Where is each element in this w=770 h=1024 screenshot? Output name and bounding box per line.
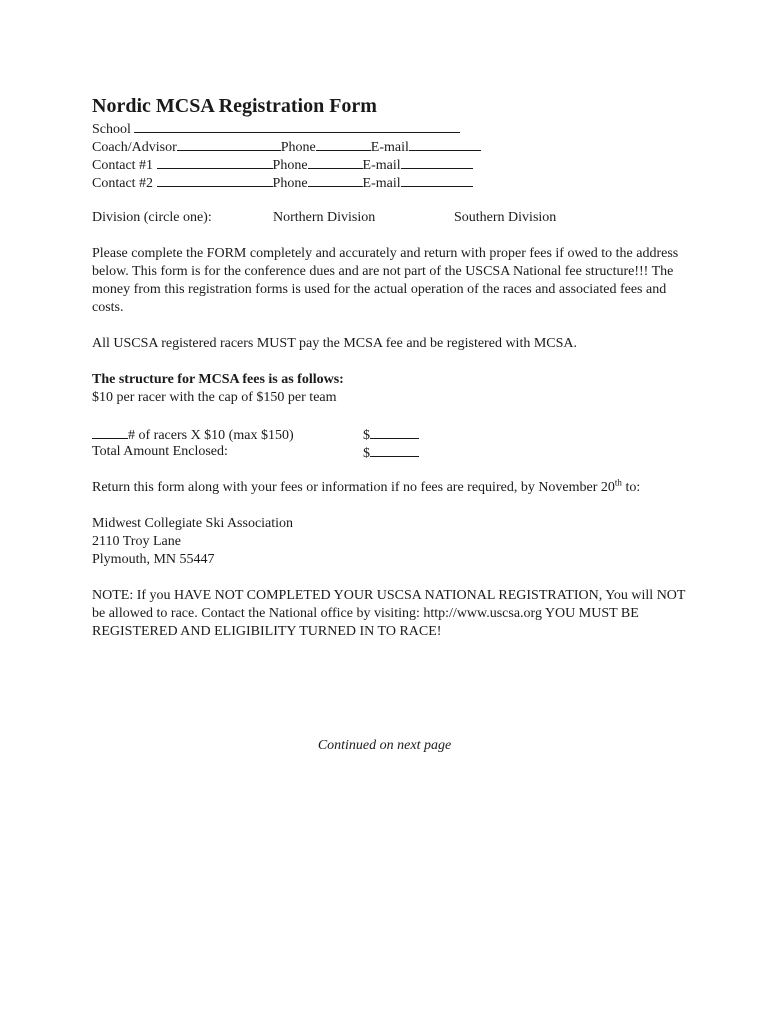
racers-count-field[interactable] — [92, 425, 128, 439]
total-label: Total Amount Enclosed: — [92, 444, 228, 459]
contact1-name-field[interactable] — [157, 155, 273, 169]
contact2-name-field[interactable] — [157, 173, 273, 187]
coach-label: Coach/Advisor — [92, 140, 177, 155]
form-title: Nordic MCSA Registration Form — [92, 95, 377, 117]
continued-note: Continued on next page — [317, 738, 452, 753]
fees-detail: $10 per racer with the cap of $150 per team — [92, 390, 337, 405]
contact1-phone-label: Phone — [272, 158, 308, 173]
coach-phone-field[interactable] — [316, 137, 371, 151]
contact1-label: Contact #1 — [92, 158, 154, 173]
total-amount — [363, 443, 419, 463]
address-city: Plymouth, MN 55447 — [92, 552, 215, 567]
instructions-paragraph: Please complete the FORM completely and accurately and return with proper fees if owed to the address below. This form is for the conference dues and are not part of the USCSA National fee structure!!! The money from this registration forms is used for the actual operation of the races and associated fees and costs. — [92, 246, 679, 315]
coach-name-field[interactable] — [177, 137, 281, 151]
contact2-row — [92, 173, 692, 191]
return-text: Return this form along with your fees or information if no fees are required, by November 20 — [92, 480, 615, 495]
coach-phone-label: Phone — [280, 140, 316, 155]
contact2-label: Contact #2 — [92, 176, 154, 191]
division-row — [92, 209, 692, 227]
note-paragraph: NOTE: If you HAVE NOT COMPLETED YOUR USCSA NATIONAL REGISTRATION, You will NOT be allowed to race. Contact the National office by visiting: http://www.uscsa.org YOU MUST BE REGISTERED AND ELIGIBILITY TURNED IN TO RACE! — [92, 588, 686, 639]
racers-amount — [363, 425, 419, 445]
division-label: Division (circle one): — [92, 210, 212, 225]
contact1-email-label: E-mail — [362, 158, 401, 173]
racers-label: # of racers X $10 (max $150) — [128, 428, 294, 443]
racers-amount-field[interactable] — [370, 425, 419, 439]
contact2-email-field[interactable] — [401, 173, 473, 187]
racers-row — [92, 425, 692, 443]
contact1-phone-field[interactable] — [308, 155, 363, 169]
contact2-phone-field[interactable] — [308, 173, 363, 187]
contact2-email-label: E-mail — [362, 176, 401, 191]
registration-form — [92, 94, 692, 753]
division-option-northern[interactable]: Northern Division — [273, 210, 376, 225]
contact1-email-field[interactable] — [401, 155, 473, 169]
school-label: School — [92, 122, 131, 137]
return-paragraph — [92, 479, 692, 497]
fees-heading: The structure for MCSA fees is as follows: — [92, 372, 344, 387]
address-org: Midwest Collegiate Ski Association — [92, 516, 294, 531]
racers-currency: $ — [363, 428, 370, 443]
contact1-row — [92, 155, 692, 173]
total-amount-field[interactable] — [370, 443, 419, 457]
coach-email-field[interactable] — [409, 137, 481, 151]
contact2-phone-label: Phone — [272, 176, 308, 191]
coach-row — [92, 137, 692, 155]
address-street: 2110 Troy Lane — [92, 534, 181, 549]
school-field[interactable] — [134, 119, 460, 133]
return-sup: th — [614, 477, 622, 488]
coach-email-label: E-mail — [370, 140, 409, 155]
school-row — [92, 119, 692, 137]
requirement-paragraph: All USCSA registered racers MUST pay the MCSA fee and be registered with MCSA. — [92, 336, 578, 351]
total-row — [92, 443, 692, 461]
return-text-end: to: — [621, 480, 641, 495]
division-option-southern[interactable]: Southern Division — [454, 210, 557, 225]
total-currency: $ — [363, 446, 370, 461]
